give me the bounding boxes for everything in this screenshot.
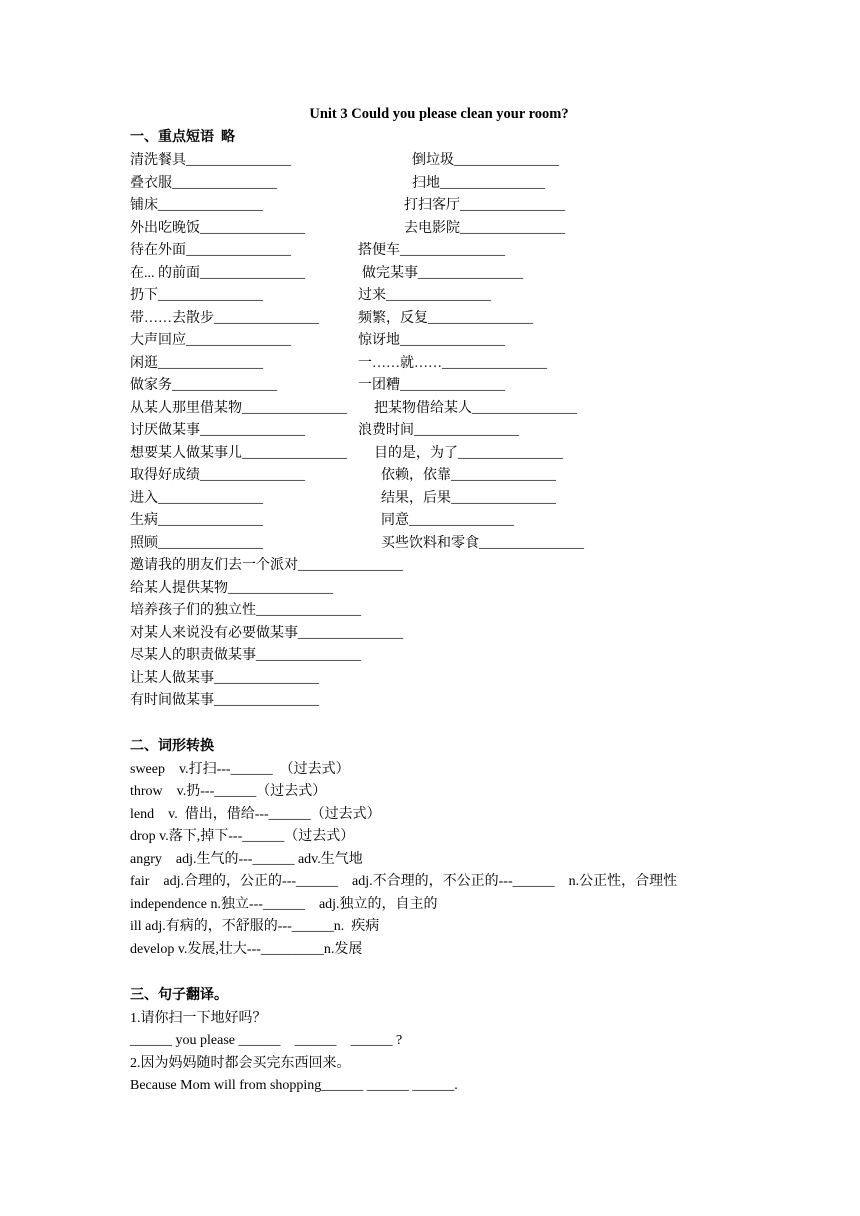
phrase-right: 浪费时间_______________: [358, 423, 519, 438]
phrase-left: 照顾_______________: [130, 536, 263, 551]
phrase-right: 过来_______________: [358, 288, 491, 303]
word-form-line: independence n.独立---______ adj.独立的，自主的: [130, 897, 438, 912]
phrase-right: 同意_______________: [381, 513, 514, 528]
phrase-left: 在... 的前面_______________: [130, 266, 305, 281]
phrase-right: 目的是，为了_______________: [374, 446, 563, 461]
word-form-line: develop v.发展,壮大---_________n.发展: [130, 942, 363, 957]
word-form-line: throw v.扔---______（过去式）: [130, 784, 327, 799]
phrase-right: 搭便车_______________: [358, 243, 505, 258]
phrase-line: 邀请我的朋友们去一个派对_______________: [130, 558, 403, 573]
phrase-right: 倒垃圾_______________: [412, 153, 559, 168]
phrase-left: 扔下_______________: [130, 288, 263, 303]
phrase-right: 把某物借给某人_______________: [374, 401, 577, 416]
phrase-right: 一……就……_______________: [358, 356, 547, 371]
phrase-left: 讨厌做某事_______________: [130, 423, 305, 438]
phrase-right: 去电影院_______________: [404, 221, 565, 236]
page-title: Unit 3 Could you please clean your room?: [309, 106, 569, 122]
translation-line: ______ you please ______ ______ ______ ?: [130, 1033, 403, 1048]
phrase-line: 对某人来说没有必要做某事_______________: [130, 626, 403, 641]
word-form-line: lend v. 借出，借给---______（过去式）: [130, 807, 381, 822]
phrase-line: 尽某人的职责做某事_______________: [130, 648, 361, 663]
translation-line: 1.请你扫一下地好吗？: [130, 1011, 267, 1026]
phrase-line: 给某人提供某物_______________: [130, 581, 333, 596]
phrase-line: 让某人做某事_______________: [130, 671, 319, 686]
phrase-right: 结果，后果_______________: [381, 491, 556, 506]
phrase-left: 从某人那里借某物_______________: [130, 401, 347, 416]
phrase-right: 买些饮料和零食_______________: [381, 536, 584, 551]
translation-line: 2.因为妈妈随时都会买完东西回来。: [130, 1056, 351, 1071]
phrase-left: 取得好成绩_______________: [130, 468, 305, 483]
phrase-left: 待在外面_______________: [130, 243, 291, 258]
word-form-line: drop v.落下,掉下---______（过去式）: [130, 829, 355, 844]
section2-heading: 二、词形转换: [130, 739, 214, 754]
phrase-right: 惊讶地_______________: [358, 333, 505, 348]
phrase-left: 带……去散步_______________: [130, 311, 319, 326]
phrase-left: 外出吃晚饭_______________: [130, 221, 305, 236]
phrase-left: 生病_______________: [130, 513, 263, 528]
section1-heading: 一、重点短语 略: [130, 130, 235, 145]
word-form-line: angry adj.生气的---______ adv.生气地: [130, 852, 363, 867]
phrase-right: 打扫客厅_______________: [404, 198, 565, 213]
phrase-right: 依赖，依靠_______________: [381, 468, 556, 483]
phrase-right: 做完某事_______________: [362, 266, 523, 281]
phrase-left: 进入_______________: [130, 491, 263, 506]
word-form-line: fair adj.合理的，公正的---______ adj.不合理的，不公正的---______ n.公正性，合理性: [130, 874, 678, 889]
section3-heading: 三、句子翻译。: [130, 988, 228, 1003]
phrase-right: 一团糟_______________: [358, 378, 505, 393]
translation-line: Because Mom will from shopping______ ______ ______.: [130, 1078, 458, 1093]
phrase-left: 做家务_______________: [130, 378, 277, 393]
word-form-line: sweep v.打扫---______ （过去式）: [130, 762, 350, 777]
phrase-left: 铺床_______________: [130, 198, 263, 213]
phrase-left: 闲逛_______________: [130, 356, 263, 371]
phrase-right: 频繁，反复_______________: [358, 311, 533, 326]
phrase-right: 扫地_______________: [412, 176, 545, 191]
phrase-left: 清洗餐具_______________: [130, 153, 291, 168]
phrase-line: 有时间做某事_______________: [130, 693, 319, 708]
phrase-left: 想要某人做某事儿_______________: [130, 446, 347, 461]
phrase-left: 大声回应_______________: [130, 333, 291, 348]
phrase-left: 叠衣服_______________: [130, 176, 277, 191]
word-form-line: ill adj.有病的，不舒服的---______n. 疾病: [130, 919, 380, 934]
phrase-line: 培养孩子们的独立性_______________: [130, 603, 361, 618]
